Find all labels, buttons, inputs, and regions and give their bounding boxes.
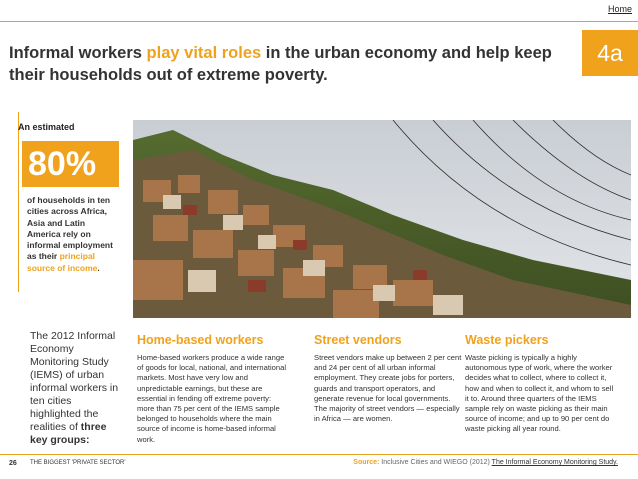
study-intro-bold: three key groups: [30,421,107,446]
hillside-settlement-photo [133,120,631,318]
title-part2: in the urban economy and help keep their households out of extreme poverty. [9,44,552,84]
stat-description [27,195,119,274]
source-citation [353,459,618,466]
column-text: Street vendors make up between 2 per cent and 24 per cent of all urban informal employment. They create jobs for porters, guards and transport operators, and generate revenue for local governments. The majority of street vendors — especially in Africa — are women. [314,353,462,424]
page-number: 26 [9,460,17,467]
column-title: Home-based workers [137,333,264,347]
stat-border [18,112,19,292]
column-title: Street vendors [314,333,402,347]
publication-name: THE BIGGEST 'PRIVATE SECTOR' [30,460,126,466]
study-intro [30,330,124,447]
column-title: Waste pickers [465,333,549,347]
source-text: Inclusive Cities and WIEGO (2012) [379,459,492,466]
study-intro-text: The 2012 Informal Economy Monitoring Study (IEMS) of urban informal workers in ten cities highlighted the realities of [30,330,119,433]
header-rule [0,21,638,22]
section-number: 4a [582,30,638,76]
source-label: Source: [353,459,380,466]
column-text: Home-based workers produce a wide range of goods for local, national, and international markets. Most have very low and unpredictable earnings, but these are essential in fending off extreme poverty: more than 75 per cent of the IEMS sample belonged to households where the main source of income is home-based informal work. [137,353,287,444]
page-title [9,42,569,86]
source-link[interactable]: The Informal Economy Monitoring Study. [491,459,618,466]
stat-desc-end: . [97,262,100,273]
footer-rule [0,454,638,455]
column-street-vendors [314,333,464,424]
stat-desc-text: of households in ten cities across Africa, Asia and Latin America rely on informal employment as their [27,195,113,262]
stat-value: 80% [22,141,119,187]
column-home-based-workers [137,333,287,445]
title-highlight: play vital roles [146,44,262,62]
column-waste-pickers [465,333,615,435]
title-part1: Informal workers [9,44,147,62]
column-text: Waste picking is typically a highly autonomous type of work, where the worker decides what to collect, where to collect it, how and when to collect it, and whom to sell it to. Around three quarters of the IEMS sample rely on waste picking as their main source of income; and up to 90 per cent do waste picking all year round. [465,353,614,434]
stat-desc-highlight: principal source of income [27,251,98,273]
home-link[interactable]: Home [607,4,632,14]
stat-intro: An estimated [18,122,75,132]
